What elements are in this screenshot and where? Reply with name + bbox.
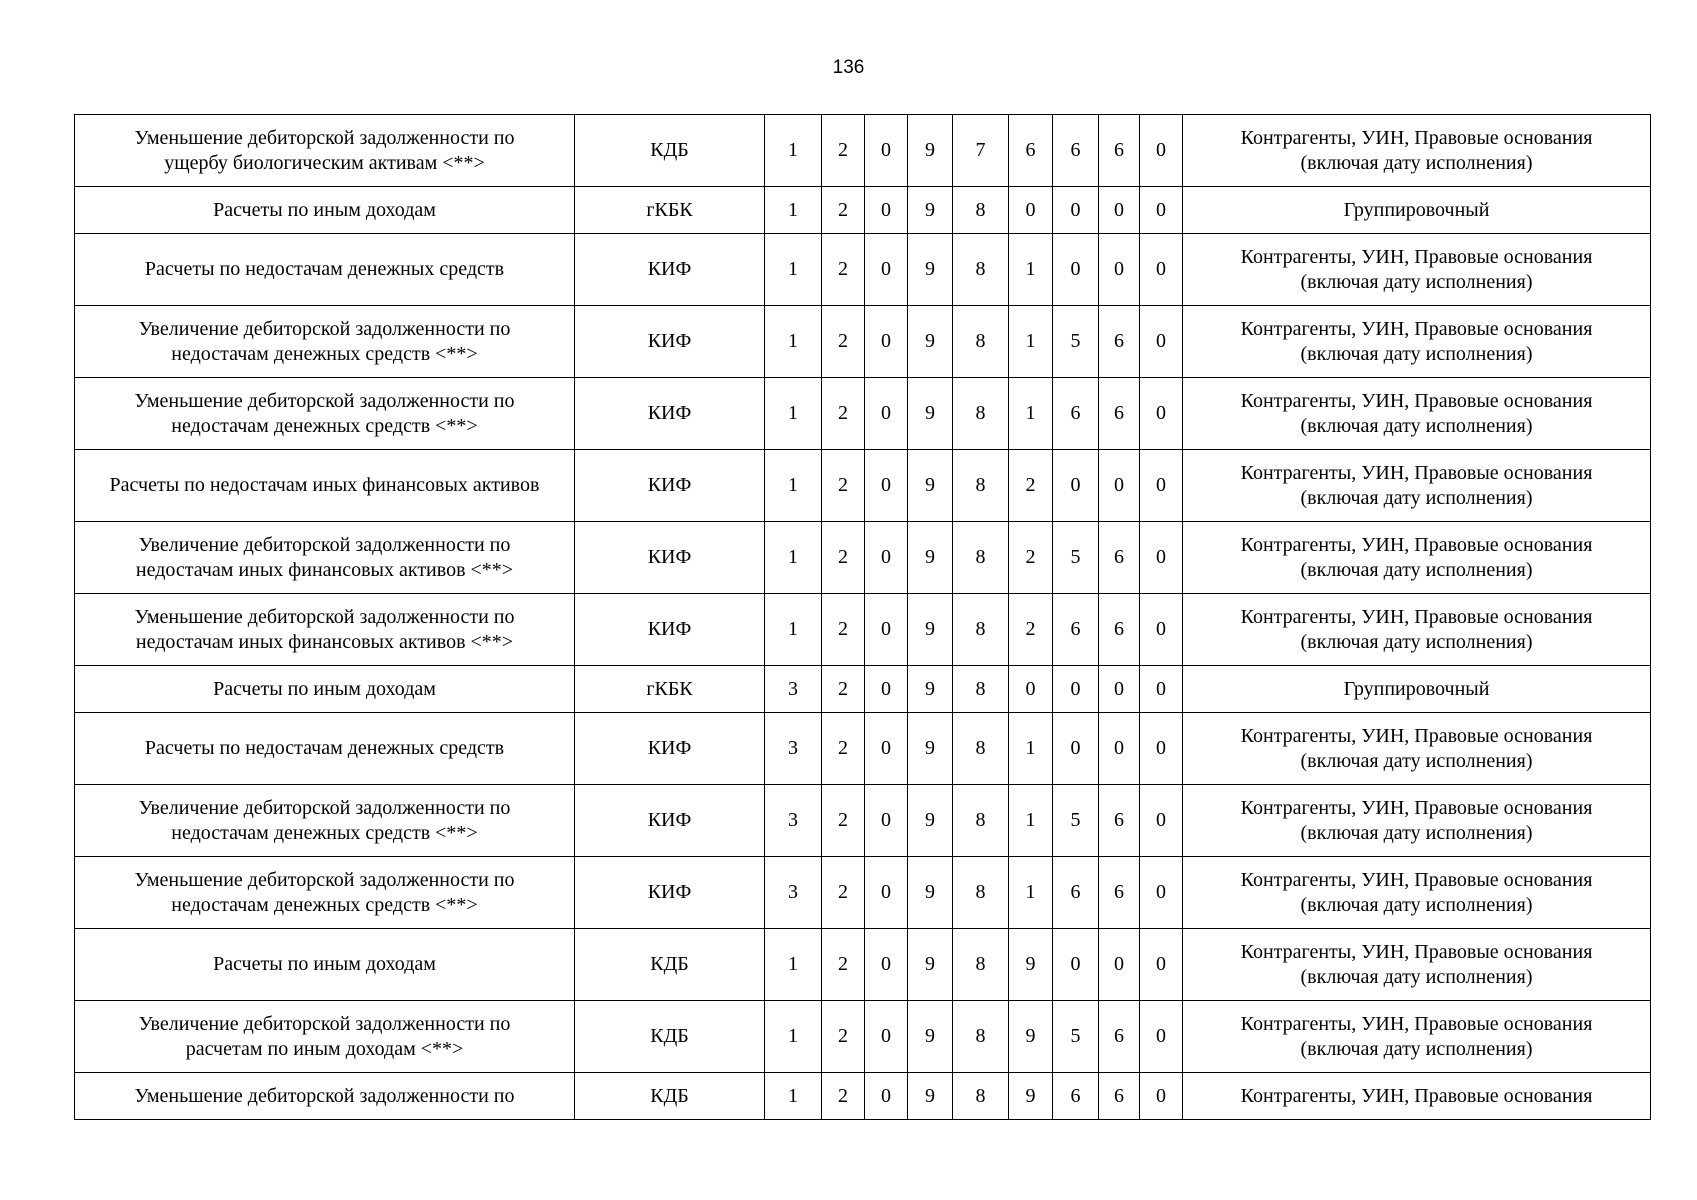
account-name-cell (75, 1073, 575, 1120)
account-name: Расчеты по иным доходам (213, 677, 436, 700)
account-digit-cell: 0 (1140, 1001, 1183, 1073)
account-digit-cell: 9 (908, 522, 953, 594)
account-digit-cell: 2 (822, 115, 865, 187)
account-name-cell (75, 785, 575, 857)
account-digit-cell: 2 (822, 234, 865, 306)
account-digit-cell: 1 (1009, 785, 1053, 857)
account-digit-cell: 1 (765, 1073, 822, 1120)
account-digit-cell: 1 (765, 929, 822, 1001)
account-digit-cell: 6 (1099, 306, 1140, 378)
account-digit-cell: 1 (1009, 857, 1053, 929)
account-digit-cell: 8 (953, 378, 1009, 450)
account-digit-cell: 2 (822, 306, 865, 378)
account-digit-cell: 2 (822, 1001, 865, 1073)
account-digit-cell: 9 (908, 306, 953, 378)
analytics-code-cell: гКБК (575, 666, 765, 713)
table-row (75, 234, 1651, 306)
account-digit-cell: 0 (1099, 234, 1140, 306)
account-digit-cell: 8 (953, 522, 1009, 594)
account-digit-cell: 8 (953, 450, 1009, 522)
account-name: Расчеты по иным доходам (213, 198, 436, 221)
account-name-cell (75, 450, 575, 522)
analytics-note-cell (1183, 785, 1651, 857)
account-digit-cell: 1 (1009, 306, 1053, 378)
account-digit-cell: 2 (822, 594, 865, 666)
account-digit-cell: 2 (822, 666, 865, 713)
analytics-note-cell (1183, 522, 1651, 594)
analytics-note: Контрагенты, УИН, Правовые основания (включая дату исполнения) (1240, 1012, 1593, 1060)
account-digit-cell: 0 (865, 378, 908, 450)
account-digit-cell: 0 (865, 594, 908, 666)
account-digit-cell: 9 (908, 1001, 953, 1073)
account-digit-cell: 0 (1140, 929, 1183, 1001)
account-digit-cell: 1 (1009, 713, 1053, 785)
account-digit-cell: 9 (908, 1073, 953, 1120)
account-digit-cell: 8 (953, 594, 1009, 666)
account-digit-cell: 2 (822, 1073, 865, 1120)
account-digit-cell: 6 (1053, 1073, 1099, 1120)
analytics-note: Контрагенты, УИН, Правовые основания (включая дату исполнения) (1240, 389, 1593, 437)
account-name: Расчеты по недостачам иных финансовых активов (109, 474, 540, 496)
account-digit-cell: 0 (865, 115, 908, 187)
account-name-cell (75, 857, 575, 929)
account-digit-cell: 0 (1099, 187, 1140, 234)
account-digit-cell: 5 (1053, 785, 1099, 857)
account-name: Увеличение дебиторской задолженности по недостачам денежных средств <**> (138, 796, 511, 844)
analytics-note-cell (1183, 594, 1651, 666)
account-digit-cell: 0 (865, 713, 908, 785)
account-digit-cell: 1 (765, 306, 822, 378)
account-digit-cell: 6 (1053, 378, 1099, 450)
account-digit-cell: 0 (865, 666, 908, 713)
account-digit-cell: 0 (865, 929, 908, 1001)
analytics-code-cell: КИФ (575, 713, 765, 785)
account-digit-cell: 2 (1009, 450, 1053, 522)
account-digit-cell: 0 (865, 857, 908, 929)
analytics-code-cell: КИФ (575, 522, 765, 594)
analytics-code-cell: КИФ (575, 234, 765, 306)
analytics-code-cell: КДБ (575, 1001, 765, 1073)
account-digit-cell: 8 (953, 234, 1009, 306)
table-row (75, 378, 1651, 450)
analytics-code-cell: КИФ (575, 785, 765, 857)
account-digit-cell: 8 (953, 929, 1009, 1001)
analytics-code-cell: КДБ (575, 115, 765, 187)
account-digit-cell: 6 (1099, 785, 1140, 857)
account-name-cell (75, 115, 575, 187)
account-digit-cell: 8 (953, 666, 1009, 713)
analytics-code-cell: КИФ (575, 450, 765, 522)
account-name-cell (75, 666, 575, 713)
account-digit-cell: 0 (1140, 306, 1183, 378)
account-digit-cell: 0 (1009, 666, 1053, 713)
account-name-cell (75, 713, 575, 785)
table-row (75, 857, 1651, 929)
account-name-cell (75, 187, 575, 234)
account-digit-cell: 6 (1099, 1001, 1140, 1073)
account-digit-cell: 1 (765, 115, 822, 187)
analytics-note-cell (1183, 187, 1651, 234)
account-digit-cell: 0 (1140, 594, 1183, 666)
account-digit-cell: 9 (908, 785, 953, 857)
account-digit-cell: 1 (765, 594, 822, 666)
account-digit-cell: 0 (865, 187, 908, 234)
account-digit-cell: 0 (1140, 522, 1183, 594)
account-digit-cell: 0 (1140, 187, 1183, 234)
account-digit-cell: 0 (1053, 234, 1099, 306)
account-digit-cell: 6 (1009, 115, 1053, 187)
account-digit-cell: 3 (765, 857, 822, 929)
account-digit-cell: 6 (1099, 1073, 1140, 1120)
account-digit-cell: 6 (1099, 857, 1140, 929)
account-name: Увеличение дебиторской задолженности по недостачам иных финансовых активов <**> (135, 533, 514, 581)
account-name: Расчеты по недостачам денежных средств (144, 258, 505, 280)
account-name-cell (75, 929, 575, 1001)
account-digit-cell: 9 (908, 594, 953, 666)
analytics-note-cell (1183, 857, 1651, 929)
analytics-note-cell (1183, 378, 1651, 450)
account-digit-cell: 0 (1140, 857, 1183, 929)
account-name: Расчеты по иным доходам (213, 953, 436, 975)
account-digit-cell: 1 (765, 187, 822, 234)
account-digit-cell: 9 (908, 857, 953, 929)
account-digit-cell: 8 (953, 1001, 1009, 1073)
page-number: 136 (832, 57, 865, 78)
analytics-note: Контрагенты, УИН, Правовые основания (включая дату исполнения) (1240, 317, 1593, 365)
account-digit-cell: 0 (1099, 929, 1140, 1001)
account-digit-cell: 0 (865, 1073, 908, 1120)
account-digit-cell: 2 (1009, 522, 1053, 594)
account-digit-cell: 1 (1009, 378, 1053, 450)
account-name-cell (75, 306, 575, 378)
account-digit-cell: 2 (822, 187, 865, 234)
account-digit-cell: 0 (1140, 785, 1183, 857)
analytics-note-cell (1183, 713, 1651, 785)
account-name: Расчеты по недостачам денежных средств (144, 737, 505, 759)
account-digit-cell: 6 (1099, 522, 1140, 594)
account-digit-cell: 9 (908, 929, 953, 1001)
table-row (75, 785, 1651, 857)
account-table (74, 114, 1651, 1120)
account-digit-cell: 5 (1053, 522, 1099, 594)
account-name-cell (75, 594, 575, 666)
account-digit-cell: 2 (822, 522, 865, 594)
account-digit-cell: 2 (1009, 594, 1053, 666)
account-digit-cell: 8 (953, 785, 1009, 857)
analytics-note-cell (1183, 666, 1651, 713)
account-digit-cell: 1 (1009, 234, 1053, 306)
account-name: Увеличение дебиторской задолженности по расчетам по иным доходам <**> (138, 1012, 511, 1060)
analytics-code-cell: КИФ (575, 306, 765, 378)
account-digit-cell: 1 (765, 1001, 822, 1073)
account-digit-cell: 1 (765, 450, 822, 522)
account-digit-cell: 9 (908, 234, 953, 306)
account-digit-cell: 9 (908, 187, 953, 234)
account-digit-cell: 0 (865, 1001, 908, 1073)
account-digit-cell: 6 (1099, 115, 1140, 187)
analytics-note: Контрагенты, УИН, Правовые основания (включая дату исполнения) (1240, 724, 1593, 772)
account-name: Уменьшение дебиторской задолженности по ущербу биологическим активам <**> (134, 126, 515, 174)
table-body (75, 115, 1651, 1120)
account-digit-cell: 1 (765, 522, 822, 594)
table-row (75, 306, 1651, 378)
account-digit-cell: 0 (1009, 187, 1053, 234)
table-row (75, 1001, 1651, 1073)
account-digit-cell: 2 (822, 713, 865, 785)
table-row (75, 522, 1651, 594)
account-digit-cell: 7 (953, 115, 1009, 187)
account-digit-cell: 3 (765, 785, 822, 857)
account-digit-cell: 0 (1140, 666, 1183, 713)
account-digit-cell: 0 (865, 522, 908, 594)
account-name: Уменьшение дебиторской задолженности по (134, 1084, 515, 1107)
analytics-note: Группировочный (1343, 198, 1490, 221)
account-name-cell (75, 234, 575, 306)
account-digit-cell: 2 (822, 929, 865, 1001)
account-digit-cell: 1 (765, 378, 822, 450)
account-name: Уменьшение дебиторской задолженности по недостачам иных финансовых активов <**> (134, 605, 515, 653)
analytics-code-cell: КИФ (575, 594, 765, 666)
account-name: Уменьшение дебиторской задолженности по недостачам денежных средств <**> (134, 389, 515, 437)
account-digit-cell: 9 (1009, 929, 1053, 1001)
analytics-note: Контрагенты, УИН, Правовые основания (включая дату исполнения) (1240, 605, 1593, 653)
account-digit-cell: 6 (1053, 594, 1099, 666)
analytics-note: Контрагенты, УИН, Правовые основания (включая дату исполнения) (1240, 533, 1593, 581)
account-digit-cell: 3 (765, 666, 822, 713)
account-digit-cell: 9 (908, 713, 953, 785)
analytics-note: Контрагенты, УИН, Правовые основания (включая дату исполнения) (1240, 940, 1593, 988)
table-row (75, 713, 1651, 785)
analytics-note-cell (1183, 450, 1651, 522)
analytics-note-cell (1183, 115, 1651, 187)
analytics-code-cell: гКБК (575, 187, 765, 234)
analytics-note: Контрагенты, УИН, Правовые основания (включая дату исполнения) (1240, 245, 1593, 293)
account-digit-cell: 0 (1140, 1073, 1183, 1120)
analytics-note-cell (1183, 1073, 1651, 1120)
account-name-cell (75, 522, 575, 594)
table-row (75, 1073, 1651, 1120)
table-row (75, 666, 1651, 713)
table-row (75, 594, 1651, 666)
account-digit-cell: 8 (953, 187, 1009, 234)
account-digit-cell: 0 (1099, 450, 1140, 522)
account-digit-cell: 9 (908, 450, 953, 522)
analytics-code-cell: КИФ (575, 378, 765, 450)
analytics-code-cell: КИФ (575, 857, 765, 929)
account-digit-cell: 6 (1053, 857, 1099, 929)
account-digit-cell: 0 (1053, 713, 1099, 785)
account-digit-cell: 6 (1099, 594, 1140, 666)
account-digit-cell: 0 (1053, 450, 1099, 522)
account-digit-cell: 2 (822, 450, 865, 522)
analytics-note-cell (1183, 929, 1651, 1001)
account-digit-cell: 6 (1053, 115, 1099, 187)
account-digit-cell: 0 (1140, 234, 1183, 306)
account-digit-cell: 9 (1009, 1001, 1053, 1073)
analytics-note: Контрагенты, УИН, Правовые основания (включая дату исполнения) (1240, 126, 1593, 174)
account-digit-cell: 0 (865, 234, 908, 306)
analytics-note: Группировочный (1343, 677, 1490, 700)
account-digit-cell: 3 (765, 713, 822, 785)
account-digit-cell: 9 (908, 378, 953, 450)
account-digit-cell: 0 (1053, 666, 1099, 713)
account-digit-cell: 0 (1140, 713, 1183, 785)
account-digit-cell: 8 (953, 306, 1009, 378)
analytics-note-cell (1183, 306, 1651, 378)
account-digit-cell: 2 (822, 378, 865, 450)
analytics-note: Контрагенты, УИН, Правовые основания (включая дату исполнения) (1240, 796, 1593, 844)
account-digit-cell: 0 (865, 450, 908, 522)
analytics-note: Контрагенты, УИН, Правовые основания (1240, 1084, 1593, 1107)
account-digit-cell: 8 (953, 857, 1009, 929)
account-digit-cell: 0 (1053, 187, 1099, 234)
account-name-cell (75, 378, 575, 450)
account-digit-cell: 9 (908, 115, 953, 187)
account-digit-cell: 9 (908, 666, 953, 713)
account-name-cell (75, 1001, 575, 1073)
account-digit-cell: 9 (1009, 1073, 1053, 1120)
account-digit-cell: 2 (822, 857, 865, 929)
account-digit-cell: 8 (953, 1073, 1009, 1120)
account-digit-cell: 0 (1099, 666, 1140, 713)
account-digit-cell: 8 (953, 713, 1009, 785)
account-digit-cell: 0 (1140, 450, 1183, 522)
account-digit-cell: 6 (1099, 378, 1140, 450)
analytics-code-cell: КДБ (575, 929, 765, 1001)
analytics-code-cell: КДБ (575, 1073, 765, 1120)
analytics-note: Контрагенты, УИН, Правовые основания (включая дату исполнения) (1240, 868, 1593, 916)
account-digit-cell: 0 (865, 306, 908, 378)
table-row (75, 115, 1651, 187)
account-digit-cell: 2 (822, 785, 865, 857)
account-digit-cell: 5 (1053, 306, 1099, 378)
account-digit-cell: 0 (865, 785, 908, 857)
analytics-note-cell (1183, 1001, 1651, 1073)
table-row (75, 187, 1651, 234)
account-digit-cell: 0 (1140, 378, 1183, 450)
analytics-note: Контрагенты, УИН, Правовые основания (включая дату исполнения) (1240, 461, 1593, 509)
account-digit-cell: 0 (1140, 115, 1183, 187)
account-name: Уменьшение дебиторской задолженности по недостачам денежных средств <**> (134, 868, 515, 916)
table-row (75, 929, 1651, 1001)
account-digit-cell: 5 (1053, 1001, 1099, 1073)
analytics-note-cell (1183, 234, 1651, 306)
table-row (75, 450, 1651, 522)
account-digit-cell: 0 (1053, 929, 1099, 1001)
account-name: Увеличение дебиторской задолженности по недостачам денежных средств <**> (138, 317, 511, 365)
account-digit-cell: 0 (1099, 713, 1140, 785)
account-digit-cell: 1 (765, 234, 822, 306)
